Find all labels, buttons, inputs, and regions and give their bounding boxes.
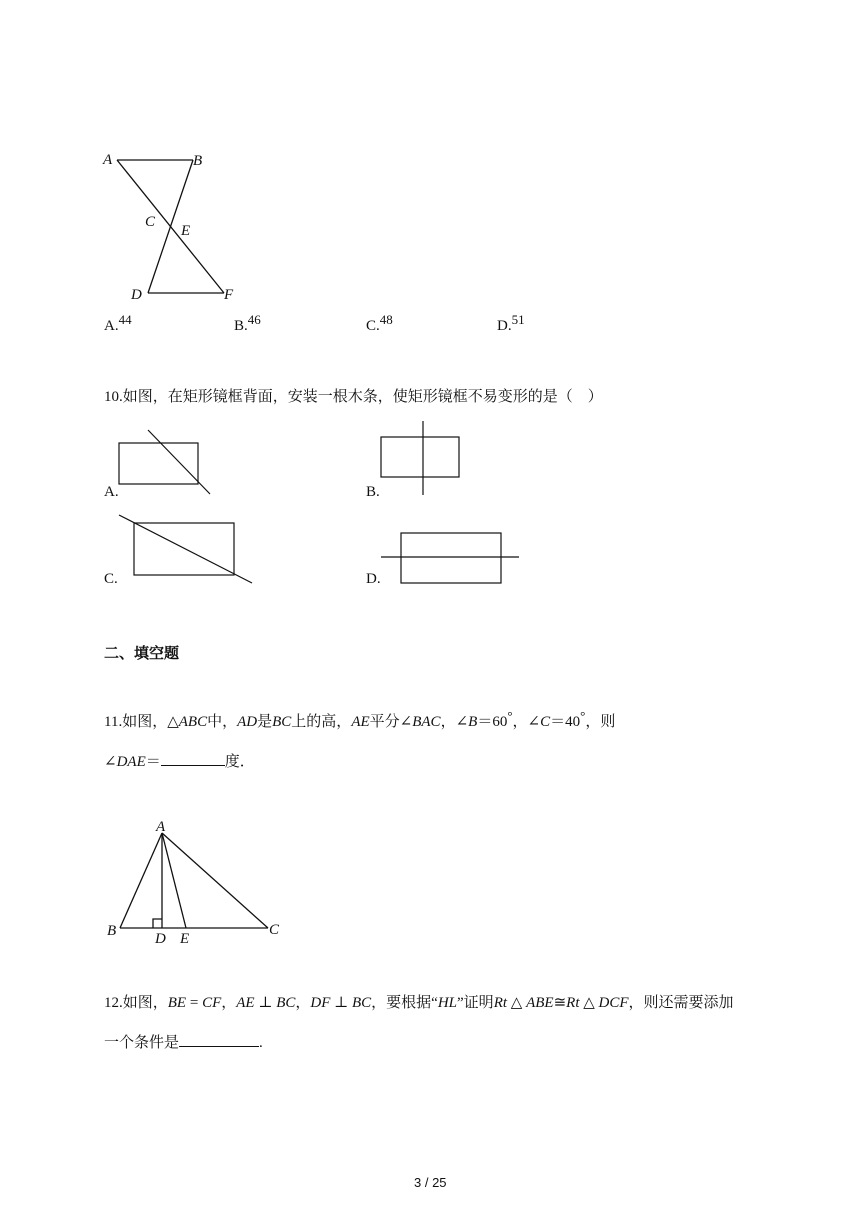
section-heading: 二、填空题 (104, 645, 180, 662)
q11-label-c: C (269, 922, 280, 938)
page-number: 3 / 25 (414, 1175, 447, 1190)
q12-answer-blank[interactable] (179, 1032, 259, 1047)
q12-stem-line1: 12.如图，BE = CF，AE ⊥ BC，DF ⊥ BC，要根据“HL”证明Rt △ ABE≅Rt △ DCF，则还需要添加 (104, 995, 734, 1011)
q9-label-d: D (131, 287, 142, 303)
q11-label-d: D (155, 931, 166, 947)
q10-option-c: C. (104, 571, 118, 587)
q11-stem-line1: 11.如图，△ABC中，AD是BC上的高，AE平分∠BAC，∠B＝60°，∠C＝40°，则 (104, 708, 616, 730)
q10-stem: 10.如图，在矩形镜框背面，安装一根木条，使矩形镜框不易变形的是（ ） (104, 389, 603, 405)
q12-stem-line2: 一个条件是 . (104, 1032, 263, 1053)
q10-option-d: D. (366, 571, 381, 587)
q11-line-ac (162, 833, 268, 928)
q10-option-a: A. (104, 484, 119, 500)
q9-option-d: D.51 (497, 312, 525, 334)
q11-stem-line2: ∠DAE＝ 度． (104, 751, 255, 772)
q9-option-c: C.48 (366, 312, 393, 334)
q11-label-e: E (180, 931, 190, 947)
q9-label-e: E (181, 223, 191, 239)
q9-label-c: C (145, 214, 156, 230)
q9-label-a: A (103, 152, 113, 168)
q11-label-a: A (156, 819, 166, 835)
q11-label-b: B (107, 923, 117, 939)
q9-label-b: B (193, 153, 203, 169)
q9-label-f: F (224, 287, 234, 303)
q9-option-a: A.44 (104, 312, 132, 334)
q10-option-b: B. (366, 484, 380, 500)
q11-line-ae (162, 833, 186, 928)
q9-option-b: B.46 (234, 312, 261, 334)
q11-right-angle-mark (153, 919, 162, 928)
q11-line-ab (120, 833, 162, 928)
